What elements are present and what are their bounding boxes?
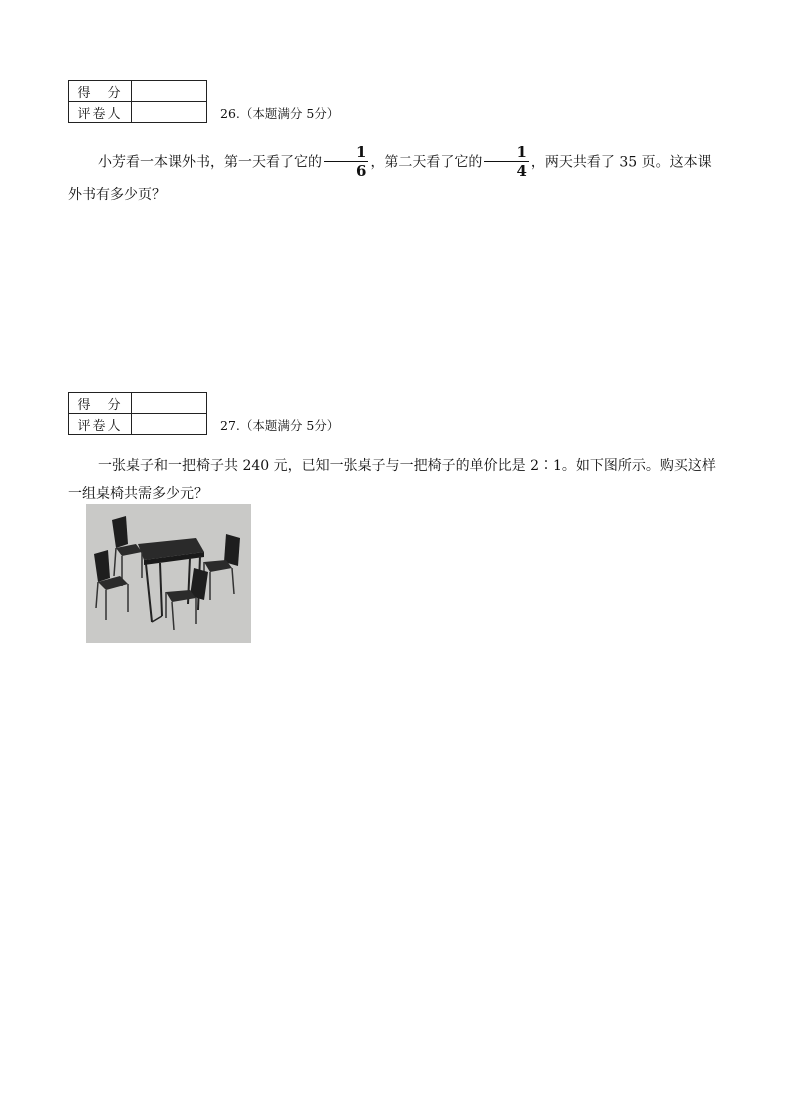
question-27-text: 一张桌子和一把椅子共 240 元，已知一张桌子与一把椅子的单价比是 2∶1。如下图所示。购买这样一组桌椅共需多少元？ [68,458,716,502]
fraction-one-sixth: $\frac{1}{6}$ [324,143,368,180]
fraction-one-quarter: $\frac{1}{4}$ [484,143,528,180]
score-table-26 [68,80,207,123]
score-value-cell[interactable] [132,393,207,414]
grader-label: 评卷人 [69,102,132,123]
q26-text-c: ，两天共看了 35 页。这本课外书有多少页？ [68,154,712,203]
question-26-header: 26.（本题满分 5分） [220,106,340,121]
score-value-cell[interactable] [132,81,207,102]
q26-text-b: ，第二天看了它的 [370,154,483,171]
grader-label: 评卷人 [69,414,132,435]
question-27-header: 27.（本题满分 5分） [220,418,340,433]
grader-value-cell[interactable] [132,414,207,435]
furniture-illustration [86,504,251,643]
score-label: 得 分 [69,393,132,414]
score-table-27 [68,392,207,435]
table-and-four-chairs-photo [86,504,251,643]
q26-text-a: 小芳看一本课外书，第一天看了它的 [98,154,322,171]
grader-value-cell[interactable] [132,102,207,123]
question-26-text [68,144,720,209]
score-label: 得 分 [69,81,132,102]
